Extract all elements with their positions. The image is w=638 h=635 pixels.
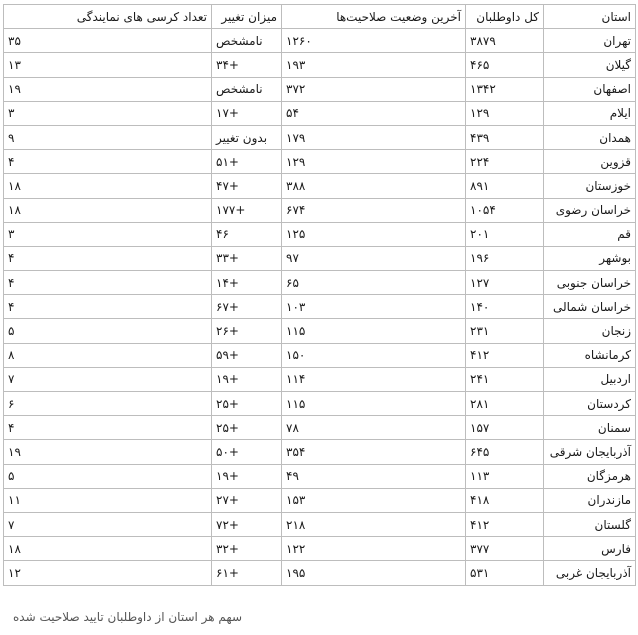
cell-change: +۲۷ [212,488,282,512]
cell-change: +۳۳ [212,246,282,270]
header-seats: تعداد کرسی های نمایندگی [4,5,212,29]
table-row [4,319,636,343]
table-row [4,125,636,149]
cell-province: همدان [544,125,636,149]
cell-province: آذربایجان شرقی [544,440,636,464]
cell-change: +۵۹ [212,343,282,367]
cell-seats: ۶ [4,392,212,416]
cell-seats: ۴ [4,416,212,440]
cell-latest-approval: ۱۲۲ [282,537,466,561]
cell-seats: ۱۹ [4,440,212,464]
cell-change: +۶۷ [212,295,282,319]
cell-change: +۵۰ [212,440,282,464]
cell-province: کردستان [544,392,636,416]
cell-total-candidates: ۴۶۵ [466,53,544,77]
cell-province: خوزستان [544,174,636,198]
cell-seats: ۷ [4,367,212,391]
cell-total-candidates: ۶۴۵ [466,440,544,464]
cell-latest-approval: ۱۹۳ [282,53,466,77]
cell-change: +۷۲ [212,512,282,536]
province-candidates-table [3,4,636,586]
cell-seats: ۱۸ [4,537,212,561]
cell-province: مازندران [544,488,636,512]
cell-province: قزوین [544,150,636,174]
cell-province: خراسان رضوی [544,198,636,222]
cell-latest-approval: ۳۸۸ [282,174,466,198]
cell-latest-approval: ۱۱۴ [282,367,466,391]
cell-total-candidates: ۲۳۱ [466,319,544,343]
province-candidates-table-wrapper [3,4,635,586]
cell-change: +۳۲ [212,537,282,561]
table-row [4,537,636,561]
cell-province: کرمانشاه [544,343,636,367]
cell-latest-approval: ۱۱۵ [282,392,466,416]
cell-change: +۴۷ [212,174,282,198]
cell-total-candidates: ۴۱۲ [466,512,544,536]
header-change: میزان تغییر [212,5,282,29]
cell-total-candidates: ۱۹۶ [466,246,544,270]
cell-change: ۴۶ [212,222,282,246]
cell-total-candidates: ۸۹۱ [466,174,544,198]
cell-province: ایلام [544,101,636,125]
cell-total-candidates: ۴۳۹ [466,125,544,149]
cell-province: زنجان [544,319,636,343]
cell-province: گیلان [544,53,636,77]
cell-seats: ۱۱ [4,488,212,512]
cell-seats: ۱۲ [4,561,212,585]
table-row [4,77,636,101]
cell-total-candidates: ۲۴۱ [466,367,544,391]
cell-latest-approval: ۱۱۵ [282,319,466,343]
cell-province: تهران [544,29,636,53]
table-row [4,101,636,125]
cell-latest-approval: ۲۱۸ [282,512,466,536]
table-row [4,246,636,270]
cell-change: +۱۷۷ [212,198,282,222]
cell-total-candidates: ۲۸۱ [466,392,544,416]
cell-province: خراسان شمالی [544,295,636,319]
cell-seats: ۱۹ [4,77,212,101]
table-row [4,222,636,246]
cell-seats: ۴ [4,271,212,295]
cell-change: +۱۹ [212,367,282,391]
cell-seats: ۹ [4,125,212,149]
cell-total-candidates: ۱۲۹ [466,101,544,125]
cell-change: +۲۶ [212,319,282,343]
cell-latest-approval: ۴۹ [282,464,466,488]
table-row [4,440,636,464]
cell-seats: ۴ [4,150,212,174]
cell-total-candidates: ۱۴۰ [466,295,544,319]
cell-latest-approval: ۱۷۹ [282,125,466,149]
cell-province: بوشهر [544,246,636,270]
cell-seats: ۳ [4,222,212,246]
table-row [4,29,636,53]
cell-total-candidates: ۴۱۸ [466,488,544,512]
cell-seats: ۱۸ [4,174,212,198]
cell-latest-approval: ۹۷ [282,246,466,270]
header-latest-approval: آخرین وضعیت صلاحیت‌ها [282,5,466,29]
cell-latest-approval: ۱۵۳ [282,488,466,512]
table-row [4,512,636,536]
cell-latest-approval: ۷۸ [282,416,466,440]
cell-change: +۳۴ [212,53,282,77]
cell-total-candidates: ۱۲۷ [466,271,544,295]
cell-total-candidates: ۲۰۱ [466,222,544,246]
cell-latest-approval: ۱۵۰ [282,343,466,367]
cell-change: +۵۱ [212,150,282,174]
cell-province: خراسان جنوبی [544,271,636,295]
cell-total-candidates: ۵۳۱ [466,561,544,585]
header-province: استان [544,5,636,29]
cell-latest-approval: ۶۷۴ [282,198,466,222]
cell-change: بدون تغییر [212,125,282,149]
table-row [4,561,636,585]
cell-total-candidates: ۳۷۷ [466,537,544,561]
cell-total-candidates: ۱۳۴۲ [466,77,544,101]
cell-latest-approval: ۱۰۳ [282,295,466,319]
table-row [4,367,636,391]
table-row [4,198,636,222]
table-header-row [4,5,636,29]
cell-seats: ۴ [4,295,212,319]
cell-seats: ۵ [4,464,212,488]
cell-latest-approval: ۶۵ [282,271,466,295]
cell-total-candidates: ۲۲۴ [466,150,544,174]
cell-total-candidates: ۳۸۷۹ [466,29,544,53]
cell-change: نامشخص [212,29,282,53]
table-caption: سهم هر استان از داوطلبان تایید صلاحیت شده [13,610,242,624]
cell-seats: ۳۵ [4,29,212,53]
cell-province: آذربایجان غربی [544,561,636,585]
cell-seats: ۵ [4,319,212,343]
cell-province: گلستان [544,512,636,536]
cell-seats: ۴ [4,246,212,270]
cell-seats: ۷ [4,512,212,536]
cell-latest-approval: ۱۲۵ [282,222,466,246]
cell-total-candidates: ۱۵۷ [466,416,544,440]
table-row [4,416,636,440]
cell-latest-approval: ۱۹۵ [282,561,466,585]
cell-province: سمنان [544,416,636,440]
cell-province: فارس [544,537,636,561]
header-total-candidates: کل داوطلبان [466,5,544,29]
cell-total-candidates: ۱۰۵۴ [466,198,544,222]
cell-latest-approval: ۳۷۲ [282,77,466,101]
cell-seats: ۳ [4,101,212,125]
cell-province: هرمزگان [544,464,636,488]
cell-total-candidates: ۴۱۲ [466,343,544,367]
cell-total-candidates: ۱۱۳ [466,464,544,488]
cell-seats: ۱۸ [4,198,212,222]
cell-seats: ۸ [4,343,212,367]
cell-province: اصفهان [544,77,636,101]
table-row [4,488,636,512]
cell-latest-approval: ۱۲۶۰ [282,29,466,53]
table-row [4,343,636,367]
table-row [4,392,636,416]
table-row [4,174,636,198]
cell-latest-approval: ۵۴ [282,101,466,125]
cell-seats: ۱۳ [4,53,212,77]
table-row [4,150,636,174]
cell-change: +۱۴ [212,271,282,295]
table-row [4,53,636,77]
cell-change: +۲۵ [212,392,282,416]
cell-change: +۱۹ [212,464,282,488]
table-row [4,464,636,488]
table-row [4,271,636,295]
cell-change: نامشخص [212,77,282,101]
cell-latest-approval: ۱۲۹ [282,150,466,174]
cell-province: اردبیل [544,367,636,391]
cell-latest-approval: ۳۵۴ [282,440,466,464]
cell-change: +۱۷ [212,101,282,125]
table-row [4,295,636,319]
cell-change: +۶۱ [212,561,282,585]
cell-province: قم [544,222,636,246]
cell-change: +۲۵ [212,416,282,440]
